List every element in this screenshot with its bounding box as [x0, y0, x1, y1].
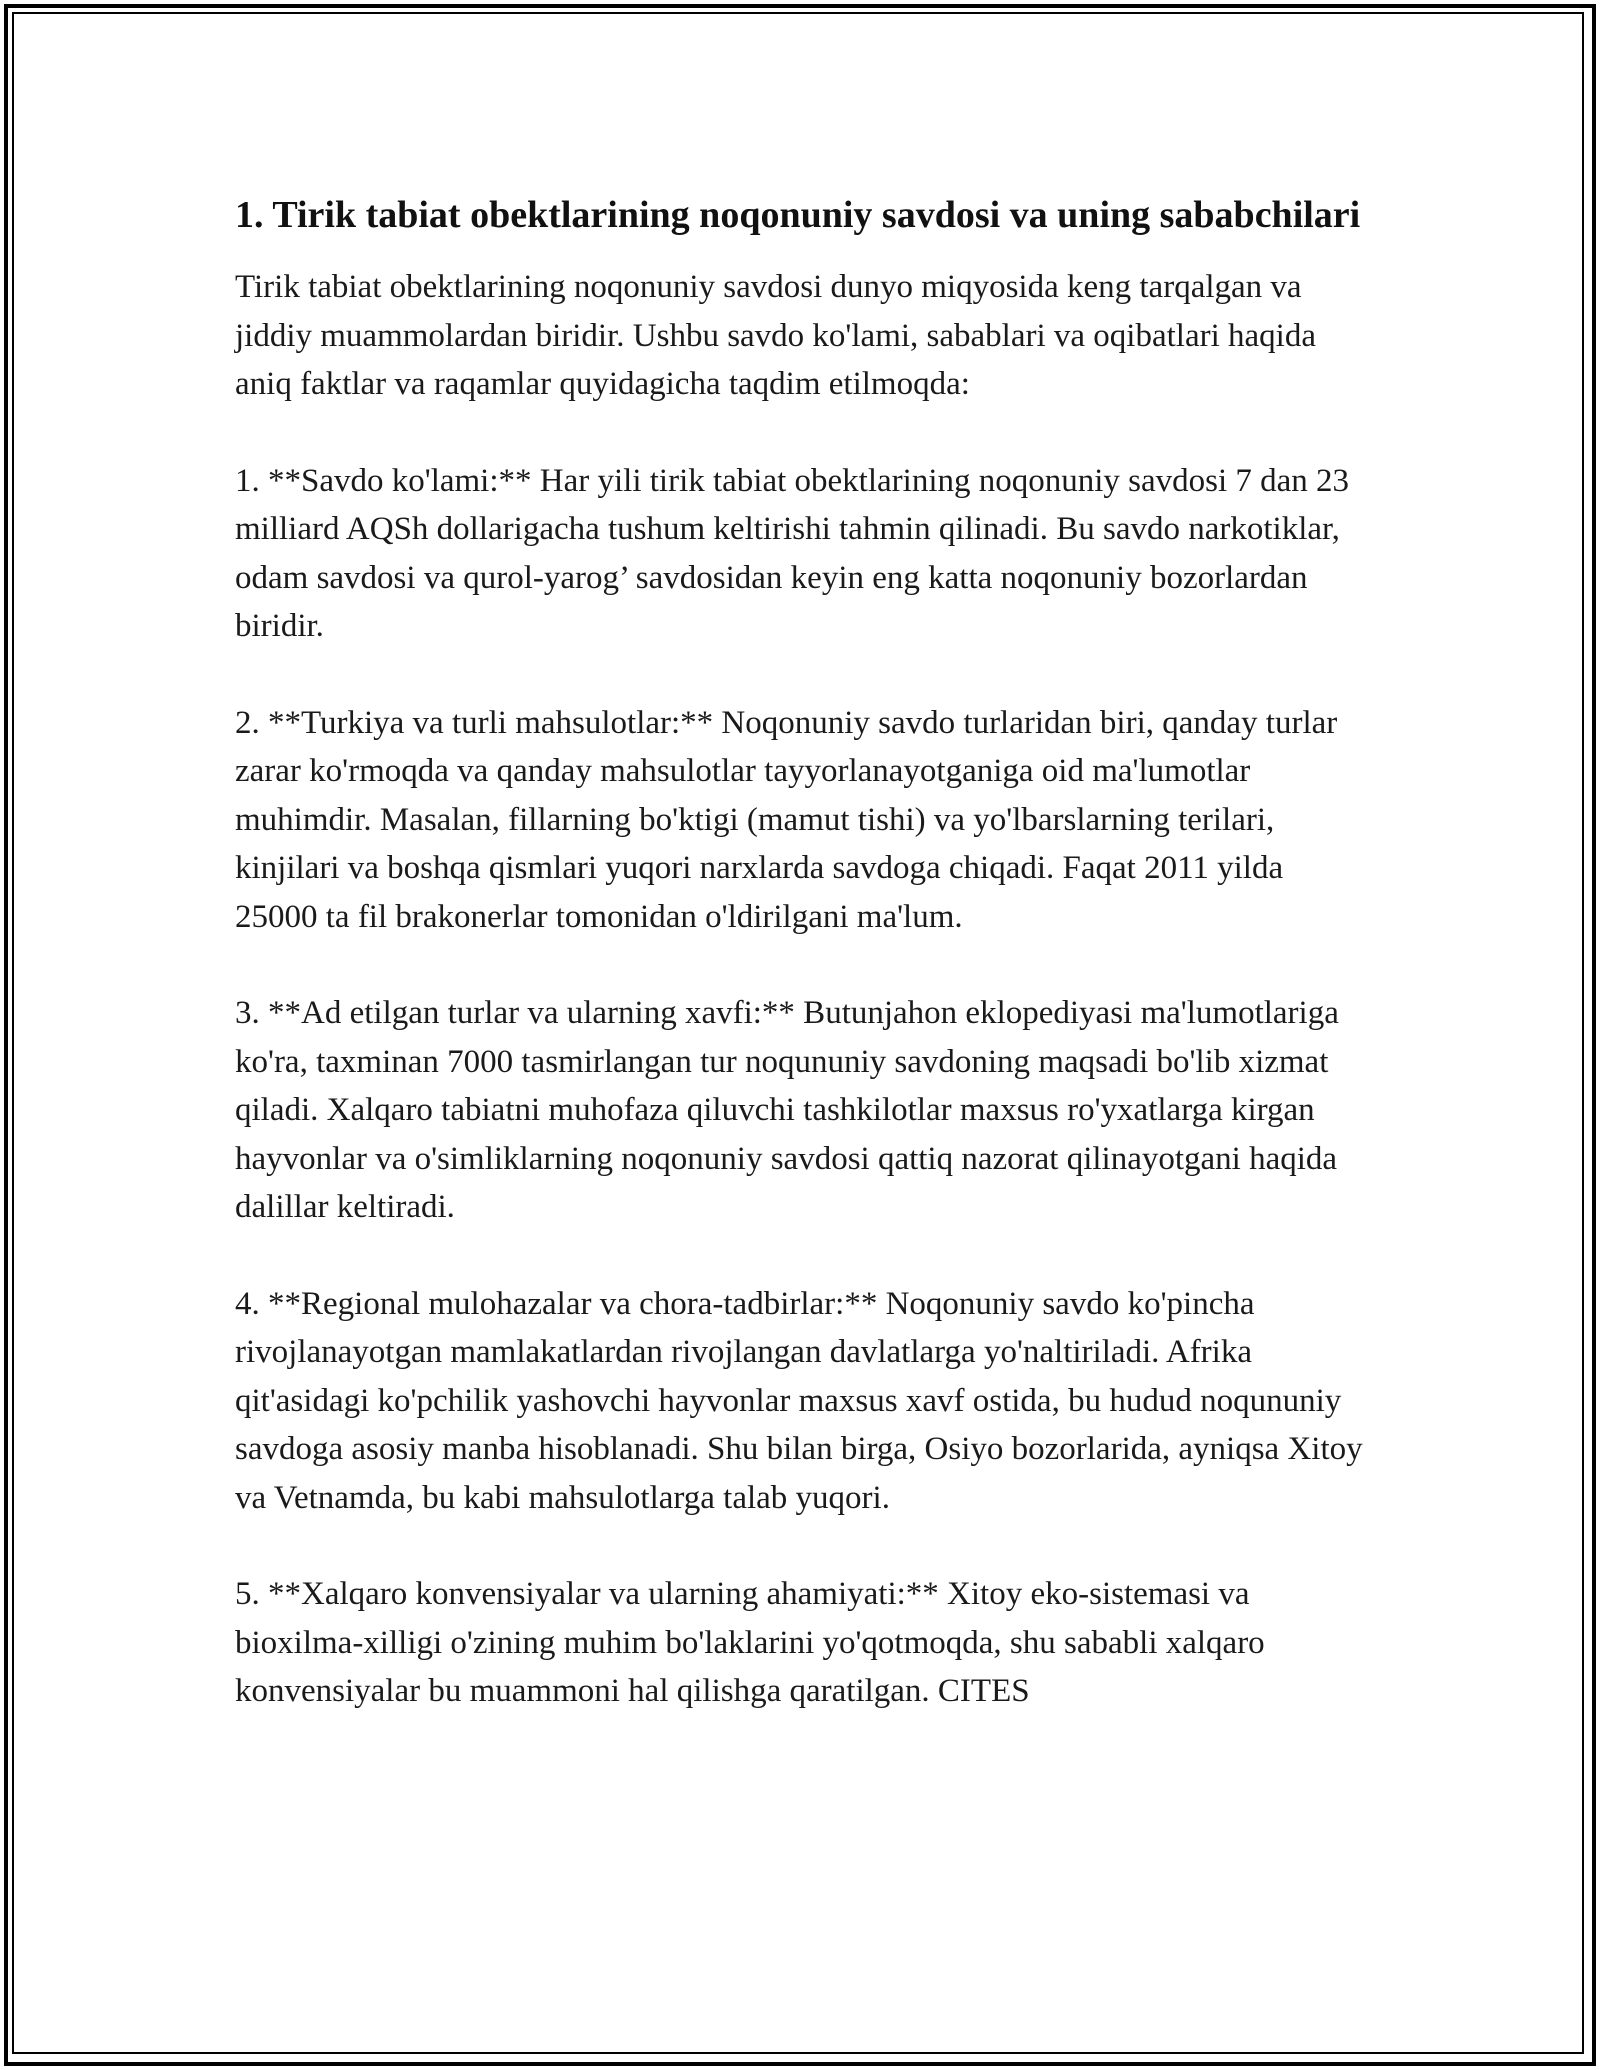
- intro-paragraph: Tirik tabiat obektlarining noqonuniy savdosi dunyo miqyosida keng tarqalgan va jiddiy muammolardan biridir. Ushbu savdo ko'lami, sabablari va oqibatlari haqida aniq faktlar va raqamlar quyidagicha taqdim etilmoqda:: [235, 269, 1316, 402]
- point-2-paragraph: 2. **Turkiya va turli mahsulotlar:** Noqonuniy savdo turlaridan biri, qanday turlar zarar ko'rmoqda va qanday mahsulotlar tayyorlanayotganiga oid ma'lumotlar muhimdir. Masalan, fillarning bo'ktigi (mamut tishi) va yo'lbarslarning terilari, kinjilari va boshqa qismlari yuqori narxlarda savdoga chiqadi. Faqat 2011 yilda 25000 ta fil brakonerlar tomonidan o'ldirilgani ma'lum.: [235, 704, 1338, 935]
- point-5-paragraph: 5. **Xalqaro konvensiyalar va ularning ahamiyati:** Xitoy eko-sistemasi va bioxilma-xilligi o'zining muhim bo'laklarini yo'qotmoqda, shu sababli xalqaro konvensiyalar bu muammoni hal qilishga qaratilgan. CITES: [235, 1576, 1265, 1709]
- document-heading: 1. Tirik tabiat obektlarining noqonuniy savdosi va uning sababchilari: [235, 194, 1361, 236]
- document-body: [235, 188, 1370, 1764]
- point-4-paragraph: 4. **Regional mulohazalar va chora-tadbirlar:** Noqonuniy savdo ko'pincha rivojlanayotgan mamlakatlardan rivojlangan davlatlarga yo'naltiriladi. Afrika qit'asidagi ko'pchilik yashovchi hayvonlar maxsus xavf ostida, bu hudud noqununiy savdoga asosiy manba hisoblanadi. Shu bilan birga, Osiyo bozorlarida, ayniqsa Xitoy va Vetnamda, bu kabi mahsulotlarga talab yuqori.: [235, 1285, 1363, 1516]
- point-3-paragraph: 3. **Ad etilgan turlar va ularning xavfi:** Butunjahon eklopediyasi ma'lumotlariga ko'ra, taxminan 7000 tasmirlangan tur noqununiy savdoning maqsadi bo'lib xizmat qiladi. Xalqaro tabiatni muhofaza qiluvchi tashkilotlar maxsus ro'yxatlarga kirgan hayvonlar va o'simliklarning noqonuniy savdosi qattiq nazorat qilinayotgani haqida dalillar keltiradi.: [235, 995, 1339, 1225]
- point-1-paragraph: 1. **Savdo ko'lami:** Har yili tirik tabiat obektlarining noqonuniy savdosi 7 dan 23 milliard AQSh dollarigacha tushum keltirishi tahmin qilinadi. Bu savdo narkotiklar, odam savdosi va qurol-yarog’ savdosidan keyin eng katta noqonuniy bozorlardan biridir.: [235, 462, 1350, 644]
